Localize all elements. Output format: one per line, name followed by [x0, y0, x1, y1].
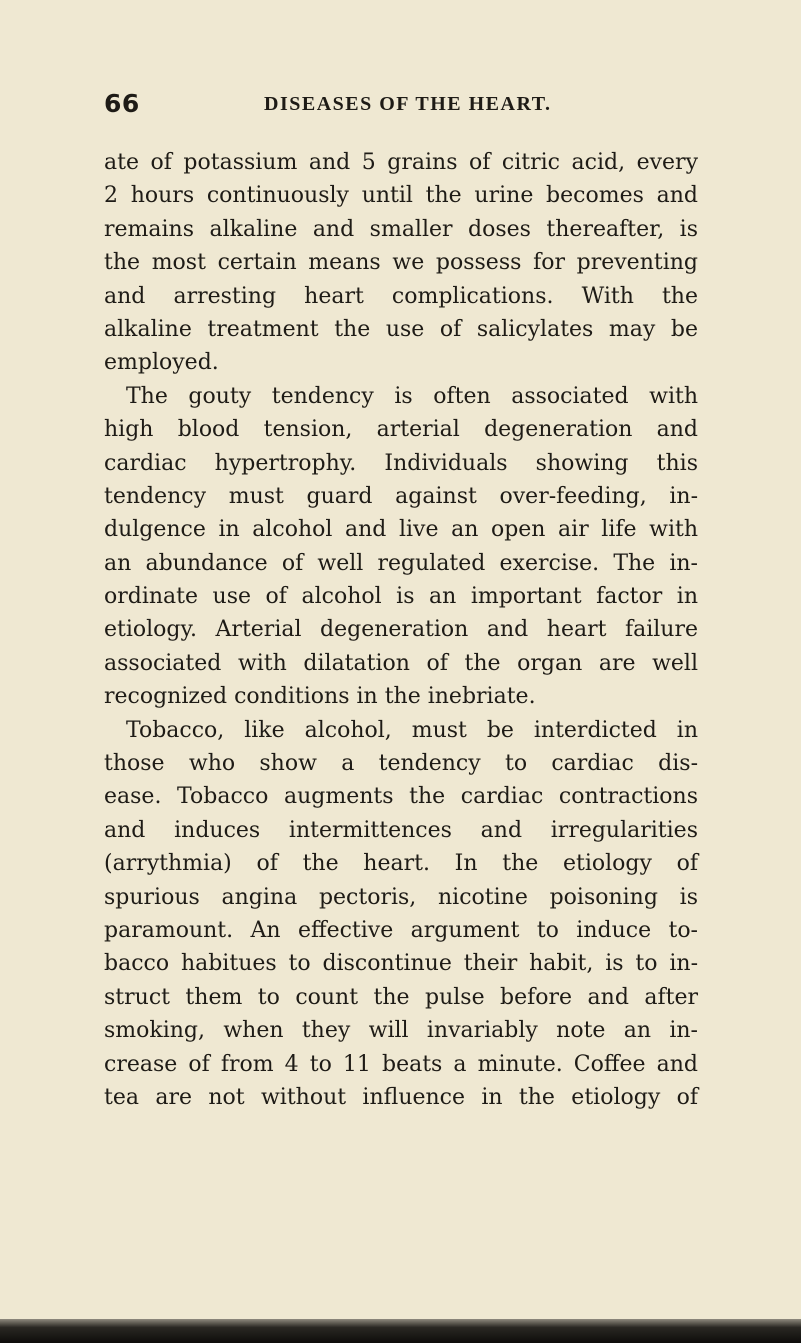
text-line: alkaline treatment the use of salicylates may be — [104, 316, 698, 342]
text-line: struct them to count the pulse before and after — [104, 984, 698, 1010]
text-line: etiology. Arterial degeneration and heart failure — [104, 617, 698, 643]
text-line: ate of potassium and 5 grains of citric acid, every — [104, 150, 698, 175]
text-line: high blood tension, arterial degeneration and — [104, 417, 698, 443]
text-line: ease. Tobacco augments the cardiac contractions — [104, 784, 698, 810]
text-line: 2 hours continuously until the urine becomes and — [104, 183, 698, 209]
body-text — [104, 146, 698, 1114]
text-line: associated with dilatation of the organ are well — [104, 650, 698, 676]
text-line: an abundance of well regulated exercise. The in- — [104, 550, 698, 576]
running-head: DISEASES OF THE HEART. — [264, 93, 552, 115]
text-line: recognized conditions in the inebriate. — [104, 684, 536, 710]
paragraph-start-line: The gouty tendency is often associated with — [126, 383, 698, 409]
paragraph-start-line: Tobacco, like alcohol, must be interdicted in — [126, 717, 698, 743]
text-line: bacco habitues to discontinue their habit, is to in- — [104, 951, 698, 977]
scan-edge-band — [0, 1319, 801, 1343]
text-line: and induces intermittences and irregularities — [104, 817, 698, 843]
text-line: employed. — [104, 350, 219, 376]
text-line: (arrythmia) of the heart. In the etiology of — [104, 851, 698, 877]
text-line: those who show a tendency to cardiac dis- — [104, 751, 698, 777]
text-line: crease of from 4 to 11 beats a minute. Coffee and — [104, 1051, 698, 1077]
text-line: paramount. An effective argument to induce to- — [104, 917, 698, 943]
text-line: dulgence in alcohol and live an open air life with — [104, 517, 698, 543]
text-line: spurious angina pectoris, nicotine poisoning is — [104, 884, 698, 910]
text-line: smoking, when they will invariably note an in- — [104, 1018, 698, 1044]
text-line: the most certain means we possess for preventing — [104, 250, 698, 276]
page-header — [104, 86, 714, 122]
text-line: tea are not without influence in the etiology of — [104, 1084, 698, 1110]
text-line: tendency must guard against over-feeding, in- — [104, 483, 698, 509]
page-number: 66 — [104, 89, 140, 118]
text-line: remains alkaline and smaller doses thereafter, is — [104, 216, 698, 242]
text-line: ordinate use of alcohol is an important factor in — [104, 584, 698, 610]
text-line: and arresting heart complications. With the — [104, 283, 698, 309]
text-line: cardiac hypertrophy. Individuals showing this — [104, 450, 698, 476]
